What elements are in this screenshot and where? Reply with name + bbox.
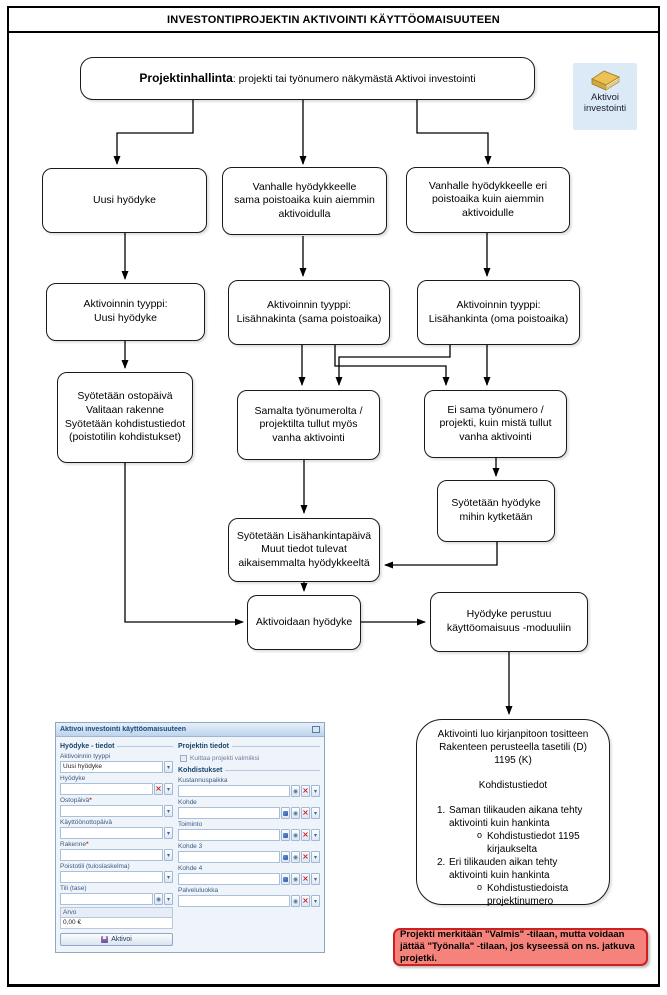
chevron-down-icon[interactable]: ▾	[164, 893, 173, 905]
hyodyke-tiedot-panel	[60, 742, 173, 946]
field-label: Ostopäivä*	[60, 797, 92, 804]
poistotili-input[interactable]	[60, 871, 163, 883]
group-header: Hyödyke - tiedot	[60, 742, 173, 751]
box-hyodyke-perustuu: Hyödyke perustuu käyttöomaisuus -moduuliin	[430, 592, 588, 652]
aktivoinnin-tyyppi-select[interactable]: Uusi hyödyke	[60, 761, 163, 773]
ostopaiva-input[interactable]	[60, 805, 163, 817]
chevron-down-icon[interactable]: ▾	[164, 871, 173, 883]
link-icon[interactable]	[281, 829, 290, 841]
arvo-group	[60, 907, 173, 929]
window-close-icon[interactable]	[312, 726, 320, 733]
chevron-down-icon[interactable]: ▾	[164, 827, 173, 839]
field-label: Käyttöönottopäivä	[60, 819, 113, 826]
clear-icon[interactable]: ×	[302, 852, 309, 861]
box-aktivoidaan-hyodyke: Aktivoidaan hyödyke	[247, 595, 361, 650]
clear-icon[interactable]: ×	[302, 896, 309, 905]
box-tyyppi-lisahankinta-sama: Aktivoinnin tyyppi: Lisähnakinta (sama poistoaika)	[228, 280, 390, 345]
note-heading: Kohdistustiedot	[478, 780, 548, 791]
kayttoonottopaiva-input[interactable]	[60, 827, 163, 839]
box-tyyppi-lisahankinta-oma: Aktivoinnin tyyppi: Lisähankinta (oma poistoaika)	[417, 280, 580, 345]
field-label: Kohde 4	[178, 865, 203, 872]
link-icon[interactable]	[281, 851, 290, 863]
aktivoi-investointi-toolbar-button[interactable]	[573, 63, 637, 130]
field-label: Kohde	[178, 799, 197, 806]
aktivoi-investointi-window	[55, 722, 325, 953]
chevron-down-icon[interactable]: ▾	[311, 895, 320, 907]
save-icon	[101, 936, 108, 943]
field-label: Arvo	[61, 908, 172, 917]
accounting-note-box: Aktivointi luo kirjanpitoon tositteen Rakenteen perusteella tasetili (D) 1195 (K) Kohdistustiedot 1. Saman tilikauden aikana tehty aktivointi kuin hankinta o Kohdistustiedot 1195 kirjaukselta 2. Eri tilikauden aikan tehty aktivointi kuin hankinta o Kohdistustiedoista projektinumero	[416, 719, 610, 905]
lookup-icon[interactable]: ◉	[154, 893, 163, 905]
window-title: Aktivoi investointi käyttöomaisuuteen	[60, 726, 187, 733]
group-header: Kohdistukset	[178, 766, 320, 775]
kohde4-input[interactable]	[178, 873, 280, 885]
note-item-2: 2. Eri tilikauden aikan tehty aktivointi kuin hankinta	[437, 857, 558, 881]
field-label: Hyödyke	[60, 775, 86, 782]
kohde-input[interactable]	[178, 807, 280, 819]
field-label: Poistotili (tuloslaskelma)	[60, 863, 130, 870]
box-tyyppi-uusi-hyodyke: Aktivoinnin tyyppi: Uusi hyödyke	[46, 283, 205, 341]
box-projektinhallinta	[80, 57, 535, 100]
toolbar-button-label: Aktivoi investointi	[583, 92, 627, 114]
window-title-bar	[56, 723, 324, 737]
start-box-rest: : projekti tai työnumero näkymästä Aktivoi investointi	[232, 72, 476, 85]
clear-icon[interactable]: ×	[302, 786, 309, 795]
hyodyke-input[interactable]	[60, 783, 153, 795]
box-syotetaan-lisahankintapaiva: Syötetään Lisähankintapäivä Muut tiedot tulevat aikaisemmalta hyödykkeeltä	[228, 518, 380, 582]
rakenne-input[interactable]	[60, 849, 163, 861]
kohde3-input[interactable]	[178, 851, 280, 863]
lookup-icon[interactable]: ◉	[291, 785, 300, 797]
lookup-icon[interactable]: ◉	[291, 895, 300, 907]
tili-tase-input[interactable]	[60, 893, 153, 905]
lookup-icon[interactable]: ◉	[291, 873, 300, 885]
chevron-down-icon[interactable]: ▾	[311, 807, 320, 819]
projektin-tiedot-panel	[178, 742, 320, 909]
field-label: Rakenne*	[60, 841, 89, 848]
box-ei-sama-tyonumero: Ei sama työnumero / projekti, kuin mistä tullut vanha aktivointi	[424, 390, 567, 458]
box-vanhalle-eri-poistoaika: Vanhalle hyödykkeelle eri poistoaika kuin aiemmin aktivoidulle	[406, 167, 570, 233]
clear-icon[interactable]: ×	[302, 830, 309, 839]
page-title: INVESTONTIPROJEKTIN AKTIVOINTI KÄYTTÖOMAISUUTEEN	[167, 13, 500, 26]
chevron-down-icon[interactable]: ▾	[311, 851, 320, 863]
field-label: Aktivoinnin tyyppi	[60, 753, 111, 760]
aktivoi-button[interactable]: Aktivoi	[60, 933, 173, 946]
project-status-warning: Projekti merkitään "Valmis" -tilaan, mutta voidaan jättää "Työnalla" -tilaan, jos kyseessä on ns. jatkuva projetki.	[393, 928, 648, 966]
clear-icon[interactable]: ×	[302, 808, 309, 817]
lookup-icon[interactable]: ◉	[291, 807, 300, 819]
chevron-down-icon[interactable]: ▾	[311, 785, 320, 797]
page-title-bar	[7, 6, 660, 33]
field-label: Toiminto	[178, 821, 203, 828]
field-label: Kustannuspaikka	[178, 777, 228, 784]
note-item-1: 1. Saman tilikauden aikana tehty aktivointi kuin hankinta	[437, 805, 583, 829]
chevron-down-icon[interactable]: ▾	[164, 849, 173, 861]
box-uusi-hyodyke: Uusi hyödyke	[42, 168, 207, 233]
clear-icon[interactable]: ×	[302, 874, 309, 883]
link-icon[interactable]	[281, 873, 290, 885]
chevron-down-icon[interactable]: ▾	[311, 873, 320, 885]
box-vanhalle-sama-poistoaika: Vanhalle hyödykkeelle sama poistoaika kuin aiemmin aktivoidulla	[222, 167, 387, 235]
note-item-2-sub: o Kohdistustiedoista projektinumero	[477, 882, 569, 907]
kuittaa-projekti-checkbox[interactable]	[180, 755, 187, 762]
kustannuspaikka-input[interactable]	[178, 785, 290, 797]
clear-icon[interactable]: ×	[155, 784, 162, 793]
box-samalta-tyonumerolta: Samalta työnumerolta / projektilta tullut myös vanha aktivointi	[237, 390, 380, 460]
palveluluokka-input[interactable]	[178, 895, 290, 907]
lookup-icon[interactable]: ◉	[291, 829, 300, 841]
arvo-input[interactable]: 0,00 €	[61, 917, 172, 928]
field-label: Tili (tase)	[60, 885, 87, 892]
field-label: Palveluluokka	[178, 887, 219, 894]
lookup-icon[interactable]: ◉	[291, 851, 300, 863]
field-label: Kohde 3	[178, 843, 203, 850]
box-syotetaan-ostopaiva: Syötetään ostopäivä Valitaan rakenne Syötetään kohdistustiedot (poistotilin kohdistukset)	[57, 372, 193, 463]
chevron-down-icon[interactable]: ▾	[164, 805, 173, 817]
note-item-1-sub: o Kohdistustiedot 1195 kirjaukselta	[477, 830, 580, 855]
box-syotetaan-hyodyke-kytketaan: Syötetään hyödyke mihin kytketään	[437, 480, 555, 542]
group-header: Projektin tiedot	[178, 742, 320, 751]
checkbox-label: Kuittaa projekti valmiiksi	[190, 754, 260, 762]
chevron-down-icon[interactable]: ▾	[164, 783, 173, 795]
chevron-down-icon[interactable]: ▾	[164, 761, 173, 773]
start-box-bold: Projektinhallinta	[139, 70, 233, 85]
chevron-down-icon[interactable]: ▾	[311, 829, 320, 841]
book-icon	[587, 63, 623, 91]
toiminto-input[interactable]	[178, 829, 280, 841]
link-icon[interactable]	[281, 807, 290, 819]
